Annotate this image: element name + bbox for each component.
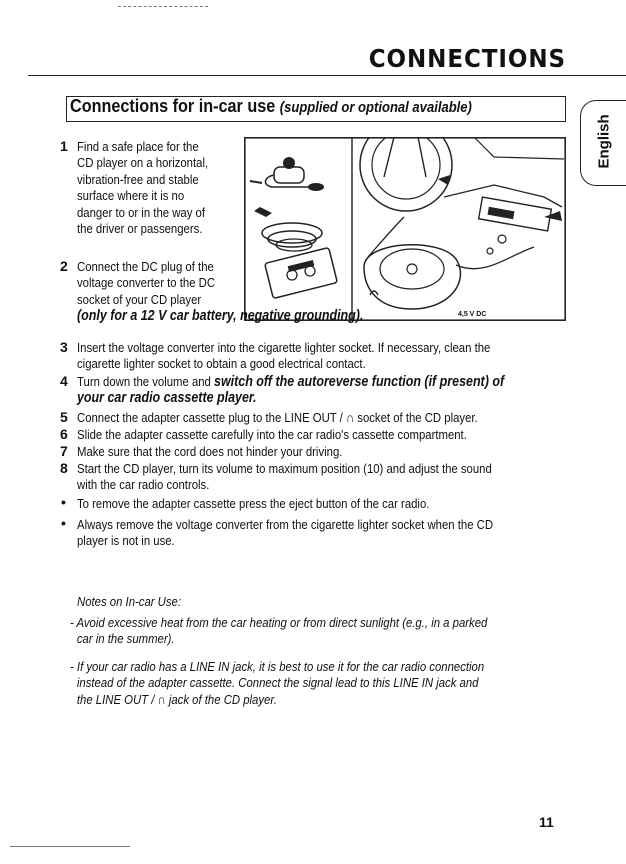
scan-mark-bottom <box>10 846 130 847</box>
step-4-text: Turn down the volume and switch off the autoreverse function (if present) of your car radio cassette player. <box>77 374 505 407</box>
section-title: Connections for in-car use <box>70 96 276 116</box>
step-2-note: (only for a 12 V car battery, negative grounding). <box>77 308 364 325</box>
step-7-number: 7 <box>60 443 68 459</box>
language-label: English <box>595 114 613 169</box>
bullet-1-text: To remove the adapter cassette press the eject button of the car radio. <box>77 496 430 511</box>
bullet-2-marker: • <box>61 515 66 531</box>
step-5-text: Connect the adapter cassette plug to the LINE OUT / ∩ socket of the CD player. <box>77 410 478 425</box>
page-number: 11 <box>539 814 554 830</box>
voltage-label: 4,5 V DC <box>458 311 487 318</box>
bullet-1-marker: • <box>61 494 66 510</box>
notes-heading: Notes on In-car Use: <box>77 594 182 609</box>
step-1-number: 1 <box>60 138 68 154</box>
title-rule <box>28 75 626 76</box>
step-8-number: 8 <box>60 460 68 476</box>
voltage-converter-icon <box>250 157 324 191</box>
step-2-number: 2 <box>60 258 68 274</box>
scan-mark-top <box>118 6 208 7</box>
bullet-2-text: Always remove the voltage converter from the cigarette lighter socket when the CD player is not in use. <box>77 517 494 549</box>
page-title: CONNECTIONS <box>368 44 566 73</box>
note-2-text: - If your car radio has a LINE IN jack, it is best to use it for the car radio connection instead of the adapter cassette. Connect the signal lead to this LINE IN jack and the LINE OUT / ∩ jack of the CD player. <box>70 659 485 707</box>
step-8-text: Start the CD player, turn its volume to maximum position (10) and adjust the sound with the car radio controls. <box>77 461 492 493</box>
step-6-number: 6 <box>60 426 68 442</box>
step-2-text: Connect the DC plug of the voltage converter to the DC socket of your CD player (only for a 12 V car battery, negative grounding). <box>77 259 364 325</box>
step-3-text: Insert the voltage converter into the cigarette lighter socket. If necessary, clean the cigarette lighter socket to obtain a good electrical contact. <box>77 340 491 372</box>
cd-player-icon <box>364 217 534 318</box>
step-3-number: 3 <box>60 339 68 355</box>
step-1-text: Find a safe place for the CD player on a horizontal, vibration-free and stable surface where it is no danger to or in the way of the driver or passengers. <box>77 139 209 237</box>
note-1-text: - Avoid excessive heat from the car heating or from direct sunlight (e.g., in a parked car in the summer). <box>70 615 488 647</box>
step-6-text: Slide the adapter cassette carefully into the car radio's cassette compartment. <box>77 427 467 442</box>
step-4-number: 4 <box>60 373 68 389</box>
step-5-number: 5 <box>60 409 68 425</box>
step-7-text: Make sure that the cord does not hinder your driving. <box>77 444 343 459</box>
dashboard-scene-icon <box>360 137 564 254</box>
section-heading <box>70 96 472 117</box>
section-subtitle: (supplied or optional available) <box>279 100 472 116</box>
